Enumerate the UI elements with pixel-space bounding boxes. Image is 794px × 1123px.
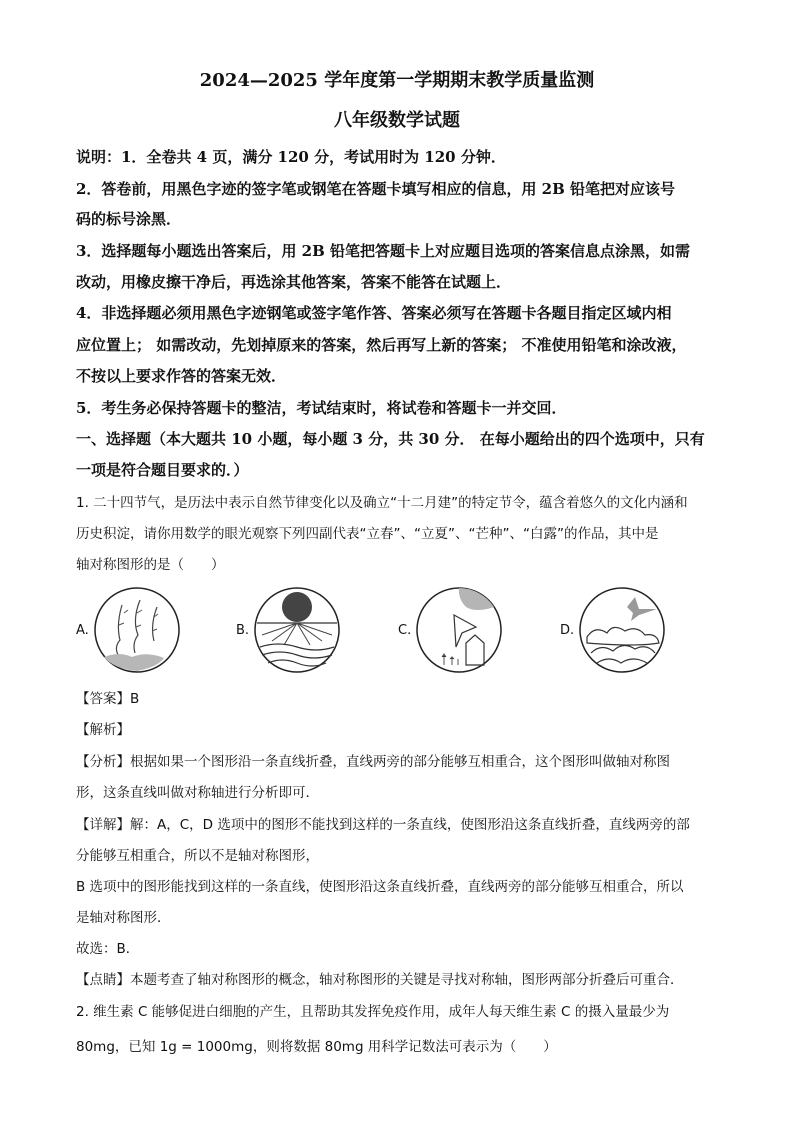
exam-subtitle: 八年级数学试题 [334,110,460,131]
option-a [76,585,182,675]
q1-stem: 轴对称图形的是（ ） [76,557,225,573]
q2-stem: 80mg，已知 1g = 1000mg，则将数据 80mg 用科学记数法可表示为（ ） [76,1039,557,1055]
instruction-line: 说明：1．全卷共 4 页，满分 120 分，考试用时为 120 分钟． [76,148,506,166]
instruction-line: 不按以上要求作答的答案无效． [76,367,287,385]
instruction-line: 2．答卷前，用黑色字迹的签字笔或钢笔在答题卡填写相应的信息，用 2B 铅笔把对应该号 [76,180,676,198]
q2-stem: 2. 维生素 C 能够促进白细胞的产生，且帮助其发挥免疫作用，成年人每天维生素 C 的摄入量最少为 [76,1004,670,1020]
instruction-line: 改动，用橡皮擦干净后，再选涂其他答案，答案不能答在试题上． [76,273,512,291]
q1-detail-text: 故选：B． [76,941,140,957]
option-label: C. [398,622,412,638]
q1-stem: 历史积淀，请你用数学的眼光观察下列四副代表“立春”、“立夏”、“芒种”、“白露”的作品，其中是 [76,526,659,542]
option-label: B. [236,622,250,638]
q1-detail-text: 分能够互相重合，所以不是轴对称图形， [76,848,319,864]
instruction-line: 5．考生务必保持答题卡的整洁，考试结束时，将试卷和答题卡一并交回． [76,399,567,417]
q1-answer: 【答案】B [76,691,140,707]
q1-detail-text: B 选项中的图形能找到这样的一条直线，使图形沿这条直线折叠，直线两旁的部分能够互相重合，所以 [76,879,684,895]
q1-comment: 【点睛】本题考查了轴对称图形的概念，轴对称图形的关键是寻找对称轴，图形两部分折叠后可重合． [76,972,684,988]
option-label: A. [76,622,89,638]
option-label: D. [560,622,575,638]
instruction-line: 应位置上； 如需改动，先划掉原来的答案，然后再写上新的答案； 不准使用铅笔和涂改液， [76,336,687,354]
option-c [398,585,504,675]
q1-detail-text: 【详解】解：A，C，D 选项中的图形不能找到这样的一条直线，使图形沿这条直线折叠，直线两旁的部 [76,817,690,833]
exam-title: 2024—2025 学年度第一学期期末教学质量监测 [199,70,595,91]
option-d [560,585,667,675]
q1-analysis-text: 【分析】根据如果一个图形沿一条直线折叠，直线两旁的部分能够互相重合，这个图形叫做轴对称图 [76,754,670,770]
bailu-figure [577,585,667,675]
q1-detail-text: 是轴对称图形． [76,910,171,926]
option-b [236,585,342,675]
instruction-line: 码的标号涂黑． [76,210,182,228]
lichun-figure [92,585,182,675]
q1-analysis-text: 形，这条直线叫做对称轴进行分析即可． [76,785,319,801]
instruction-line: 4．非选择题必须用黑色字迹钢笔或签字笔作答、答案必须写在答题卡各题目指定区域内相 [76,304,672,322]
mangzhong-figure [414,585,504,675]
section-heading: 一项是符合题目要求的．） [76,461,249,479]
section-heading: 一、选择题（本大题共 10 小题，每小题 3 分，共 30 分． 在每小题给出的四个选项中，只有 [76,430,705,448]
instruction-line: 3．选择题每小题选出答案后，用 2B 铅笔把答题卡上对应题目选项的答案信息点涂黑，如需 [76,242,691,260]
q1-analysis-heading: 【解析】 [76,722,130,738]
lixia-figure [252,585,342,675]
q1-stem: 1. 二十四节气，是历法中表示自然节律变化以及确立“十二月建”的特定节令，蕴含着悠久的文化内涵和 [76,495,688,511]
